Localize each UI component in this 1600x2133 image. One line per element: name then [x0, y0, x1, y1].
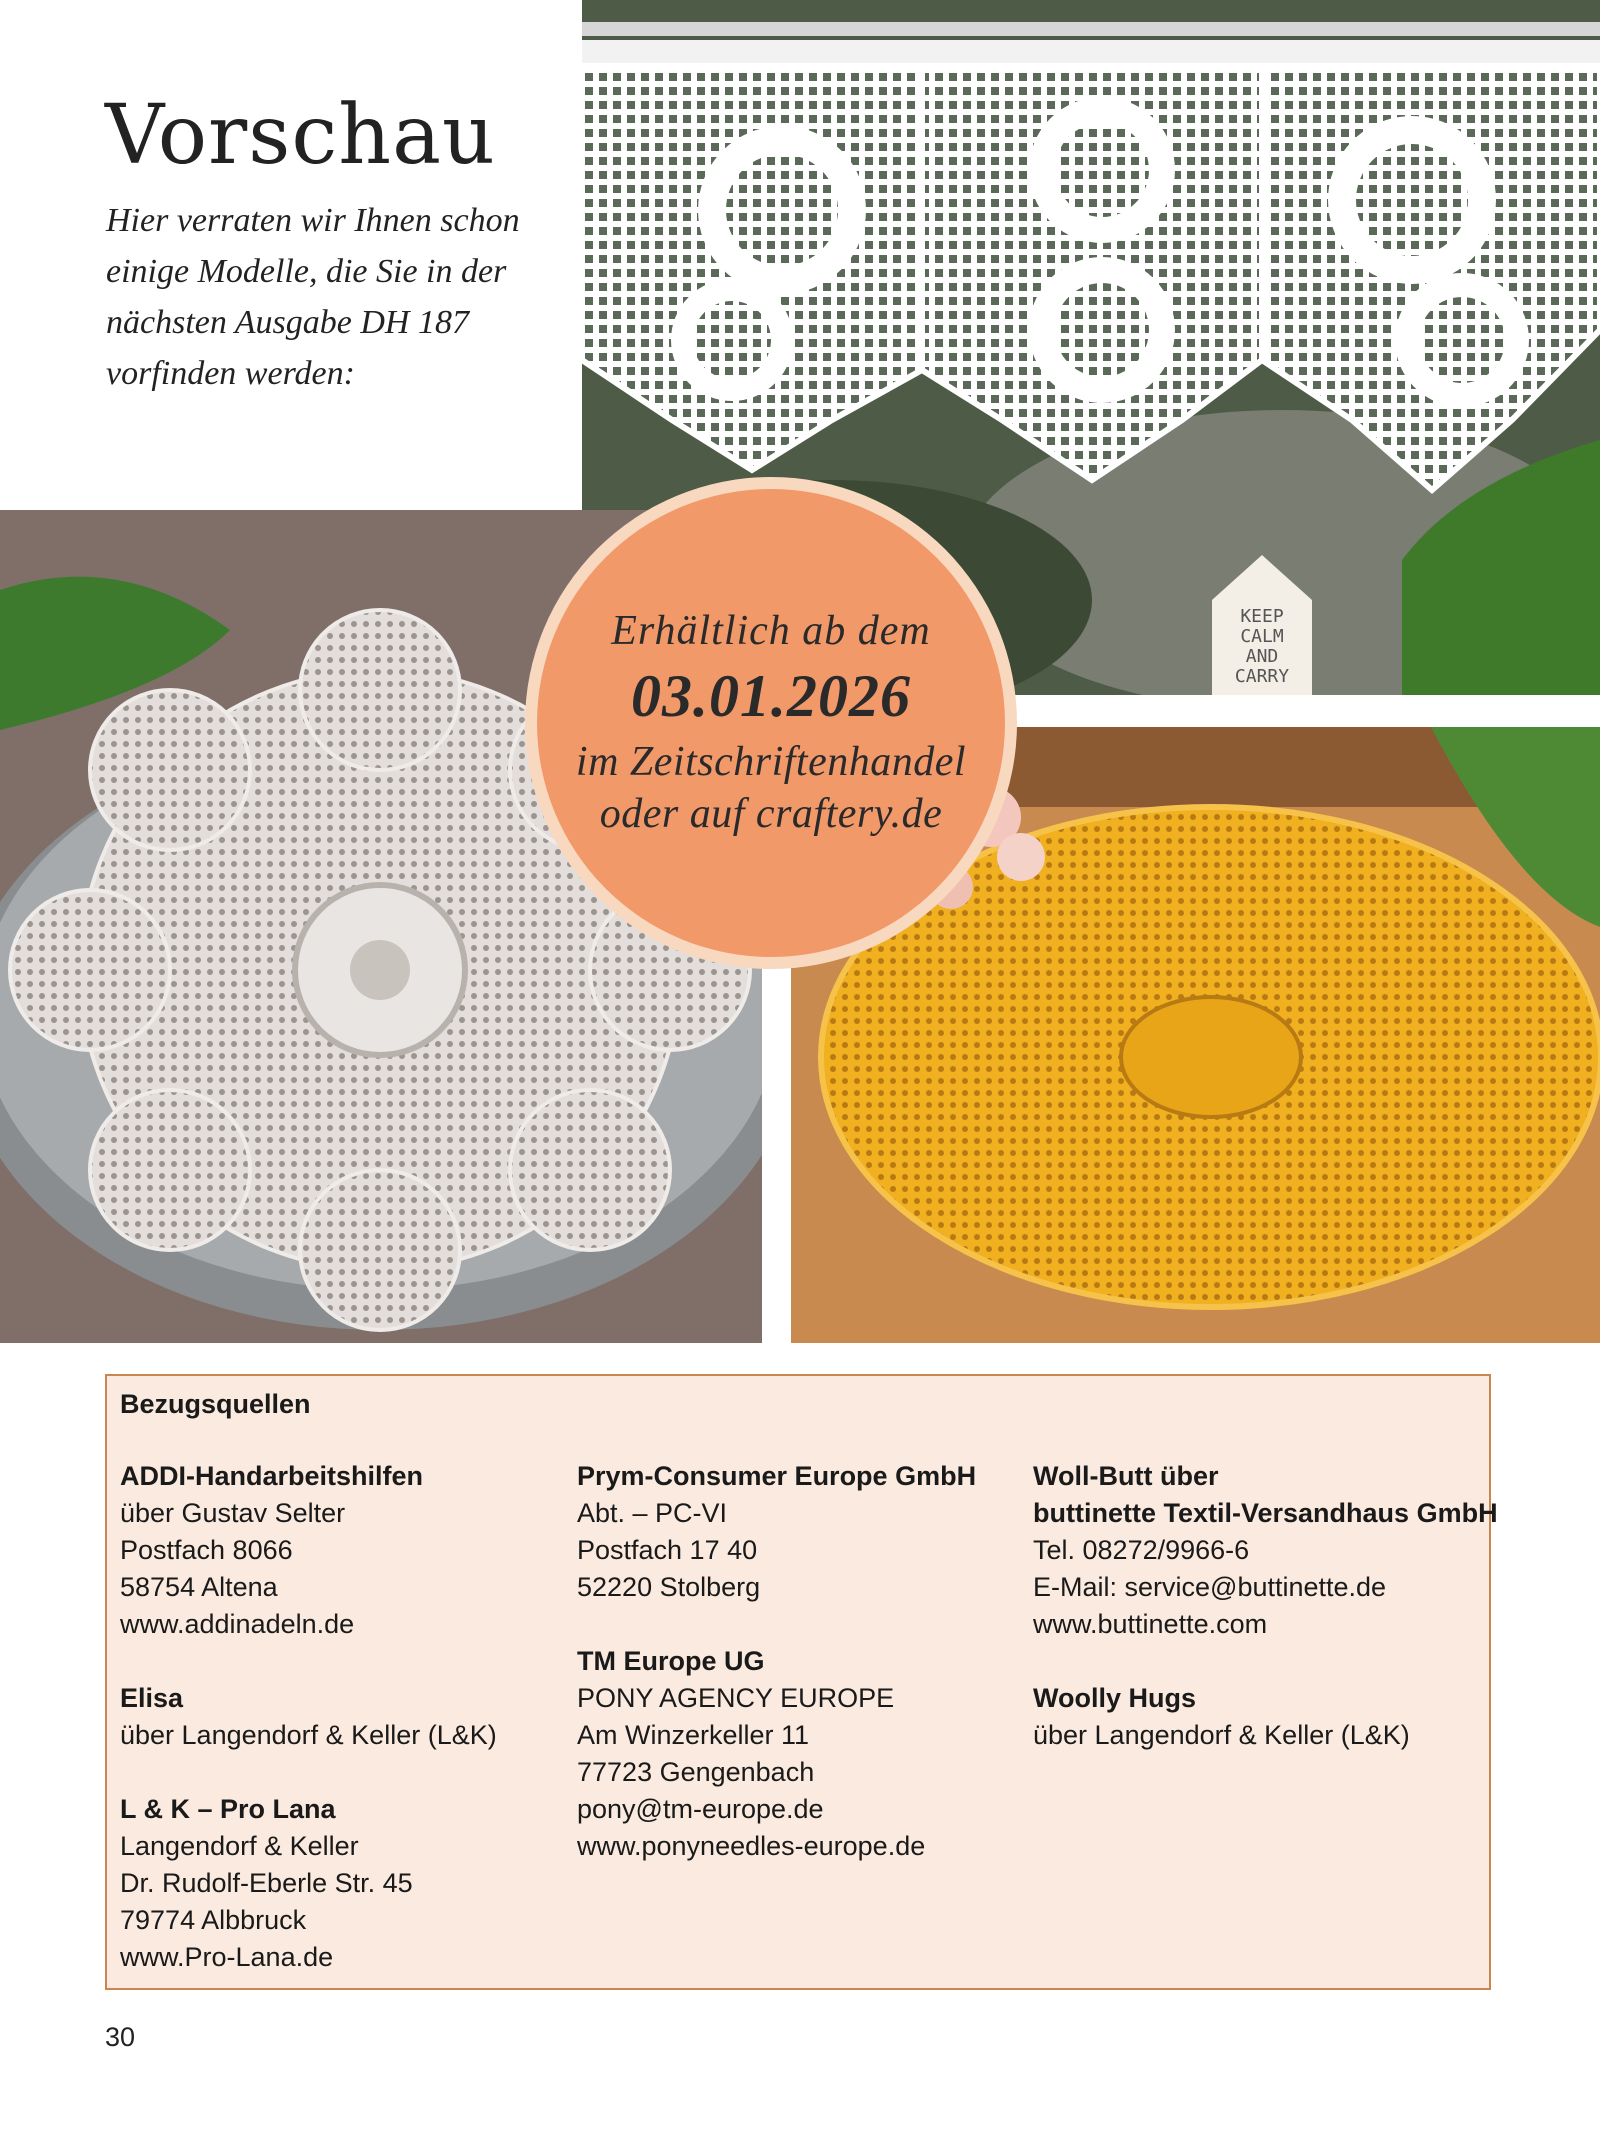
sources-title: Bezugsquellen — [120, 1389, 311, 1419]
badge-circle — [537, 489, 1005, 957]
sign-text: CALM — [1240, 626, 1284, 647]
source-name: L & K – Pro Lana — [120, 1794, 336, 1824]
badge-line: oder auf craftery.de — [599, 791, 943, 837]
source-name: Prym-Consumer Europe GmbH — [577, 1461, 977, 1491]
source-entry — [1033, 1680, 1473, 1754]
sources-column-1 — [120, 1458, 560, 2013]
source-entry — [1033, 1458, 1498, 1643]
source-link[interactable]: www.buttinette.com — [1033, 1609, 1268, 1639]
sources-column-2 — [577, 1458, 1017, 1902]
source-line: Am Winzerkeller 11 — [577, 1720, 810, 1750]
intro-line: Hier verraten wir Ihnen schon — [106, 202, 520, 239]
source-name: buttinette Textil-Versandhaus GmbH — [1033, 1498, 1498, 1528]
source-link[interactable]: www.Pro-Lana.de — [120, 1942, 334, 1972]
source-name: Woll-Butt über — [1033, 1461, 1219, 1491]
source-line: 79774 Albbruck — [120, 1905, 307, 1935]
source-line: Postfach 8066 — [120, 1535, 293, 1565]
source-line: über Langendorf & Keller (L&K) — [120, 1720, 497, 1750]
source-link[interactable]: www.ponyneedles-europe.de — [577, 1831, 926, 1861]
source-name: ADDI-Handarbeitshilfen — [120, 1461, 424, 1491]
source-name: Elisa — [120, 1683, 184, 1713]
page-title: Vorschau — [105, 88, 496, 183]
source-email[interactable]: E-Mail: service@buttinette.de — [1033, 1572, 1387, 1602]
source-line: Postfach 17 40 — [577, 1535, 758, 1565]
source-line: über Gustav Selter — [120, 1498, 346, 1528]
source-phone: Tel. 08272/9966-6 — [1033, 1535, 1250, 1565]
badge-line: im Zeitschriftenhandel — [575, 739, 967, 785]
source-name: Woolly Hugs — [1033, 1683, 1197, 1713]
page-number: 30 — [105, 2022, 136, 2052]
sign-text: KEEP — [1240, 606, 1284, 627]
sources-column-3 — [1033, 1458, 1498, 1791]
source-entry — [120, 1791, 560, 1976]
intro-line: nächsten Ausgabe DH 187 — [106, 304, 469, 341]
source-line: über Langendorf & Keller (L&K) — [1033, 1720, 1410, 1750]
sign-text: AND — [1245, 646, 1279, 667]
source-email[interactable]: pony@tm-europe.de — [577, 1794, 824, 1824]
source-name: TM Europe UG — [577, 1646, 765, 1676]
release-date: 03.01.2026 — [631, 663, 911, 729]
intro-line: einige Modelle, die Sie in der — [106, 253, 507, 290]
source-line: 77723 Gengenbach — [577, 1757, 815, 1787]
source-entry — [120, 1458, 560, 1643]
intro-line: vorfinden werden: — [106, 355, 355, 392]
sources-box — [105, 1374, 1498, 1990]
source-entry — [120, 1680, 560, 1754]
sign-text: CARRY — [1234, 666, 1290, 687]
intro-text — [106, 195, 576, 399]
source-entry — [577, 1643, 1017, 1865]
source-line: PONY AGENCY EUROPE — [577, 1683, 895, 1713]
source-line: 58754 Altena — [120, 1572, 278, 1602]
source-line: Abt. – PC-VI — [577, 1498, 728, 1528]
availability-badge — [525, 477, 1017, 969]
source-line: 52220 Stolberg — [577, 1572, 761, 1602]
source-line: Langendorf & Keller — [120, 1831, 359, 1861]
source-line: Dr. Rudolf-Eberle Str. 45 — [120, 1868, 413, 1898]
source-entry — [577, 1458, 1017, 1606]
source-link[interactable]: www.addinadeln.de — [120, 1609, 355, 1639]
badge-line: Erhältlich ab dem — [611, 608, 931, 654]
